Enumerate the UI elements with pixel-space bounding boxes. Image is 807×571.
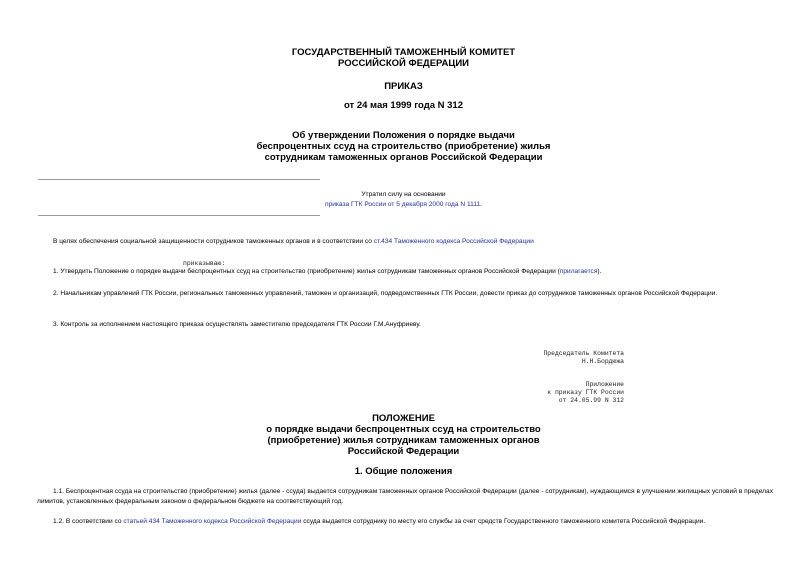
signature-name: Н.Н.Бордюжа (581, 358, 624, 365)
customs-code-article-link[interactable]: ст.434 Таможенного кодекса Российской Федерации (373, 238, 534, 245)
order-word: приказываю: (183, 260, 226, 267)
article-434-link[interactable]: статьей 434 Таможенного кодекса Российской Федерации (123, 518, 302, 525)
doc-title-line1: Об утверждении Положения о порядке выдачи (292, 130, 515, 141)
doc-title-line2: беспроцентных ссуд на строительство (приобретение) жилья (256, 141, 551, 152)
org-name-line2: РОССИЙСКОЙ ФЕДЕРАЦИИ (337, 58, 469, 69)
order-item-3: 3. Контроль за исполнением настоящего приказа осуществлять заместителю председателя ГТК России Г.М.Ануфриеву. (53, 321, 421, 328)
order-item-1: 1. Утвердить Положение о порядке выдачи беспроцентных ссуд на строительство (приобретение) жилья сотрудникам таможенных органов Российской Федерации (прилагается). (53, 268, 602, 275)
divider-bottom (38, 215, 320, 216)
regulation-subtitle-line1: о порядке выдачи беспроцентных ссуд на строительство (266, 424, 541, 435)
appendix-link[interactable]: прилагается (559, 268, 598, 275)
clause-1-1: 1.1. Беспроцентная ссуда на строительство (приобретение) жилья (далее - ссуда) выдается сотрудникам таможенных органов Российской Федерации (далее - сотрудникам), нуждающимся в улучшении жилищных условий в пределах лимитов, установленных федеральным законом о федеральном бюджете на соответствующий год. (37, 488, 773, 505)
regulation-subtitle-line2: (приобретение) жилья сотрудникам таможенных органов (267, 435, 540, 446)
preamble-paragraph: В целях обеспечения социальной защищенности сотрудников таможенных органов и в соответствии со ст.434 Таможенного кодекса Российской Федерации (53, 238, 534, 245)
signature-position: Председатель Комитета (543, 350, 624, 357)
doc-title-line3: сотрудникам таможенных органов Российской Федерации (264, 152, 543, 163)
regulation-title: ПОЛОЖЕНИЕ (372, 413, 435, 424)
clause-1-2: 1.2. В соответствии со статьей 434 Таможенного кодекса Российской Федерации ссуда выдается сотруднику по месту его службы за счет средств Государственного таможенного комитета Российской Федерации. (53, 518, 706, 525)
appendix-note-line3: от 24.05.99 N 312 (558, 397, 624, 404)
appendix-note-line1: Приложение (585, 381, 624, 388)
regulation-subtitle-line3: Российской Федерации (347, 446, 460, 457)
order-item-2: 2. Начальникам управлений ГТК России, региональных таможенных управлений, таможен и организаций, подведомственных ГТК России, довести приказ до сотрудников таможенных органов Российской Федерации. (53, 290, 718, 297)
repeal-note-line2: приказа ГТК России от 5 декабря 2000 года N 1111. (324, 201, 483, 208)
repeal-order-link[interactable]: приказа ГТК России от 5 декабря 2000 года N 1111 (324, 201, 481, 208)
doc-date-number: от 24 мая 1999 года N 312 (343, 100, 464, 111)
doc-type: ПРИКАЗ (384, 81, 423, 92)
divider-top (38, 179, 320, 180)
org-name-line1: ГОСУДАРСТВЕННЫЙ ТАМОЖЕННЫЙ КОМИТЕТ (291, 47, 516, 58)
appendix-note-line2: к приказу ГТК России (547, 389, 624, 396)
repeal-note-line1: Утратил силу на основании (361, 191, 446, 198)
section-heading-1: 1. Общие положения (354, 466, 453, 477)
